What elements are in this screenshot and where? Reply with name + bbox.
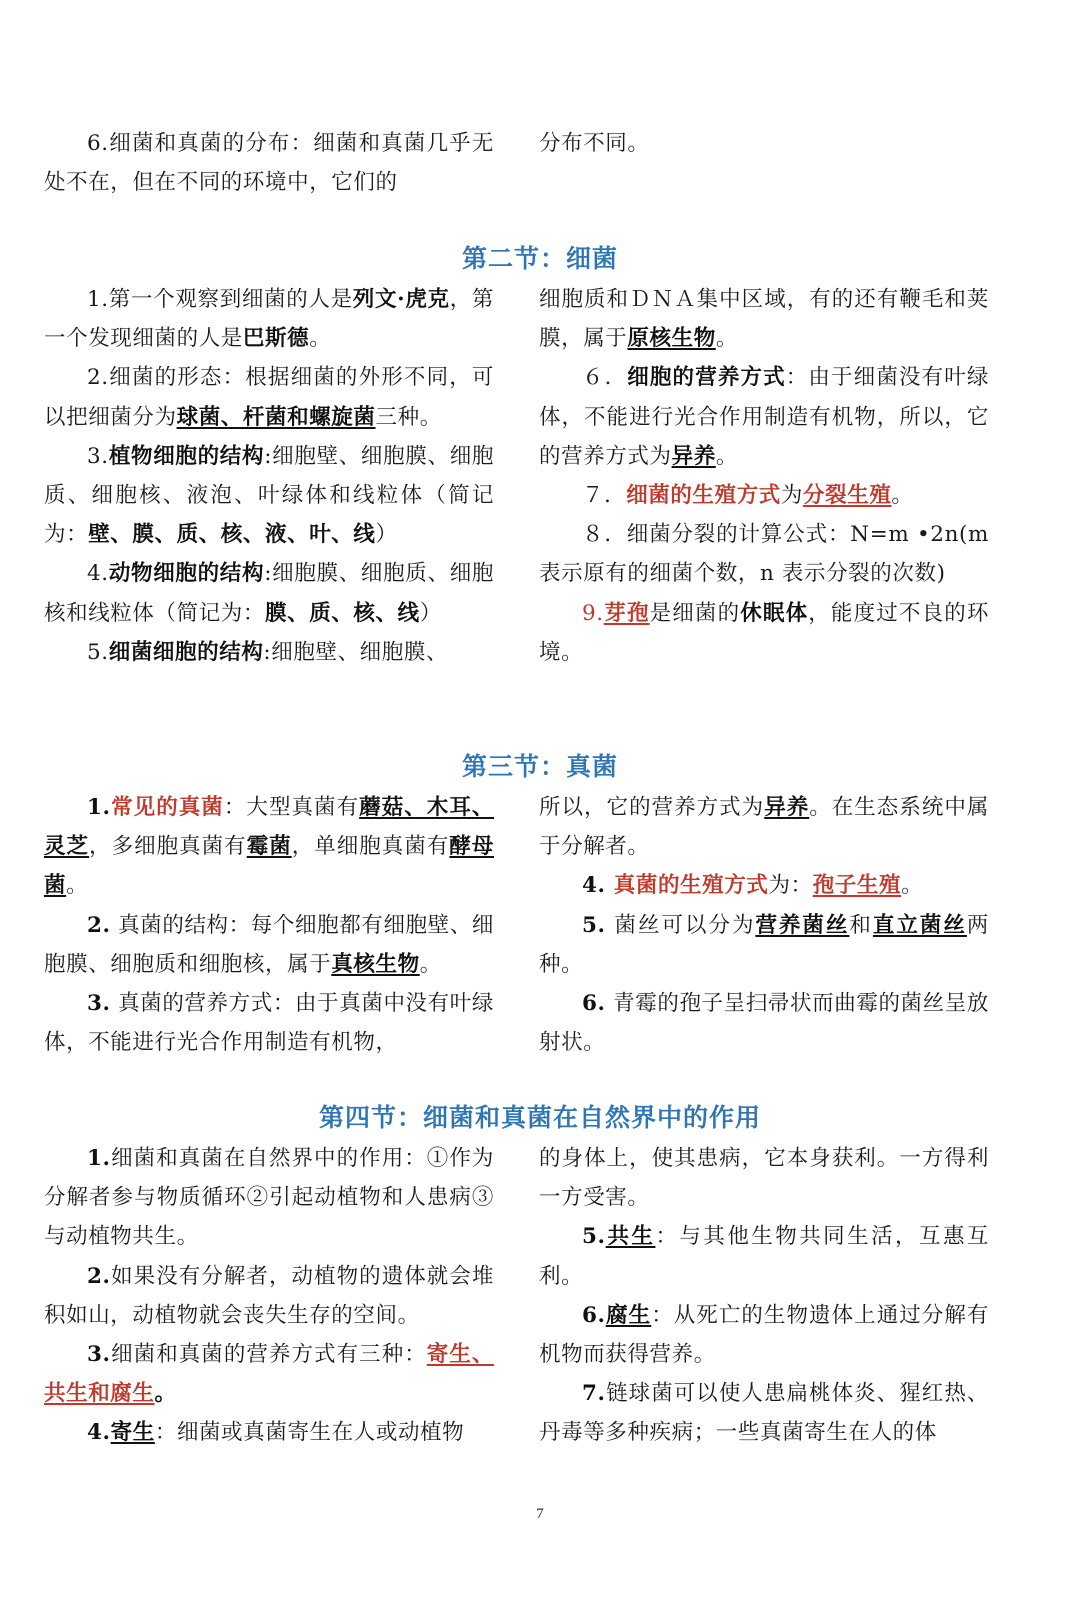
- paragraph-1: 1.常见的真菌：大型真菌有蘑菇、木耳、灵芝，多细胞真菌有霉菌，单细胞真菌有酵母菌。: [44, 795, 495, 899]
- section-role: [44, 1139, 989, 1453]
- paragraph-5: 5.共生：与其他生物共同生活，互惠互利。: [539, 1224, 989, 1289]
- right-column: [539, 124, 989, 202]
- paragraph-5: 5. 菌丝可以分为营养菌丝和直立菌丝两种。: [539, 912, 989, 977]
- paragraph-3-cont: 所以，它的营养方式为异养。在生态系统中属于分解者。: [539, 795, 989, 860]
- paragraph-4: 4.寄生：细菌或真菌寄生在人或动植物: [87, 1420, 465, 1446]
- right-column: [539, 280, 989, 672]
- paragraph-4-cont: 的身体上，使其患病，它本身获利。一方得利一方受害。: [539, 1146, 989, 1211]
- paragraph-6: 6.腐生：从死亡的生物遗体上通过分解有机物而获得营养。: [539, 1302, 989, 1368]
- paragraph-3: 3.细菌和真菌的营养方式有三种：寄生、共生和腐生。: [44, 1342, 494, 1407]
- paragraph-4: 4. 真菌的生殖方式为：孢子生殖。: [582, 873, 924, 899]
- left-column: [44, 280, 494, 672]
- paragraph-9: 9.芽孢是细菌的休眠体，能度过不良的环境。: [539, 600, 989, 665]
- paragraph-5: 5.细菌细胞的结构:细胞壁、细胞膜、: [87, 639, 449, 665]
- section-bacteria: [44, 280, 989, 672]
- paragraph-2: 2.如果没有分解者，动植物的遗体就会堆积如山，动植物就会丧失生存的空间。: [44, 1263, 494, 1328]
- paragraph-2: 2. 真菌的结构：每个细胞都有细胞壁、细胞膜、细胞质和细胞核，属于真核生物。: [44, 912, 494, 977]
- paragraph-8: ８．细菌分裂的计算公式：N=m •2n(m表示原有的细菌个数，n 表示分裂的次数): [539, 522, 989, 587]
- paragraph-3: 3. 真菌的营养方式：由于真菌中没有叶绿体，不能进行光合作用制造有机物，: [44, 991, 494, 1056]
- section-distribution: [44, 124, 989, 202]
- paragraph-1: 1.第一个观察到细菌的人是列文·虎克，第一个发现细菌的人是巴斯德。: [44, 287, 494, 352]
- paragraph-7: 7.链球菌可以使人患扁桃体炎、猩红热、丹毒等多种疾病；一些真菌寄生在人的体: [539, 1381, 989, 1446]
- paragraph-6: 6. 青霉的孢子呈扫帚状而曲霉的菌丝呈放射状。: [539, 991, 989, 1056]
- section-fungi: [44, 788, 989, 1062]
- right-column: [539, 1139, 989, 1453]
- paragraph-5-cont: 细胞质和ＤＮＡ集中区域，有的还有鞭毛和荚膜，属于原核生物。: [539, 287, 989, 352]
- paragraph-6: ６．细胞的营养方式：由于细菌没有叶绿体，不能进行光合作用制造有机物，所以，它的营养方式为异养。: [539, 365, 989, 469]
- left-column: [44, 788, 494, 1062]
- paragraph-2: 2.细菌的形态：根据细菌的外形不同，可以把细菌分为球菌、杆菌和螺旋菌三种。: [44, 365, 494, 430]
- paragraph-distribution-cont: 分布不同。: [539, 131, 650, 156]
- paragraph-3: 3.植物细胞的结构:细胞壁、细胞膜、细胞质、细胞核、液泡、叶绿体和线粒体（简记为：壁、膜、质、核、液、叶、线）: [44, 443, 494, 548]
- paragraph-7: ７．细菌的生殖方式为分裂生殖。: [582, 483, 914, 509]
- paragraph-1: 1.细菌和真菌在自然界中的作用：①作为分解者参与物质循环②引起动植物和人患病③与动植物共生。: [44, 1146, 494, 1250]
- paragraph-distribution: 6.细菌和真菌的分布：细菌和真菌几乎无处不在，但在不同的环境中，它们的: [44, 131, 494, 196]
- section-heading-fungi: 第三节：真菌: [461, 752, 618, 781]
- section-heading-role: 第四节：细菌和真菌在自然界中的作用: [318, 1103, 761, 1132]
- left-column: [44, 124, 494, 202]
- left-column: [44, 1139, 494, 1453]
- right-column: [539, 788, 989, 1062]
- page-number: 7: [536, 1506, 544, 1522]
- paragraph-4: 4.动物细胞的结构:细胞膜、细胞质、细胞核和线粒体（简记为：膜、质、核、线）: [44, 561, 494, 626]
- section-heading-bacteria: 第二节：细菌: [461, 244, 618, 273]
